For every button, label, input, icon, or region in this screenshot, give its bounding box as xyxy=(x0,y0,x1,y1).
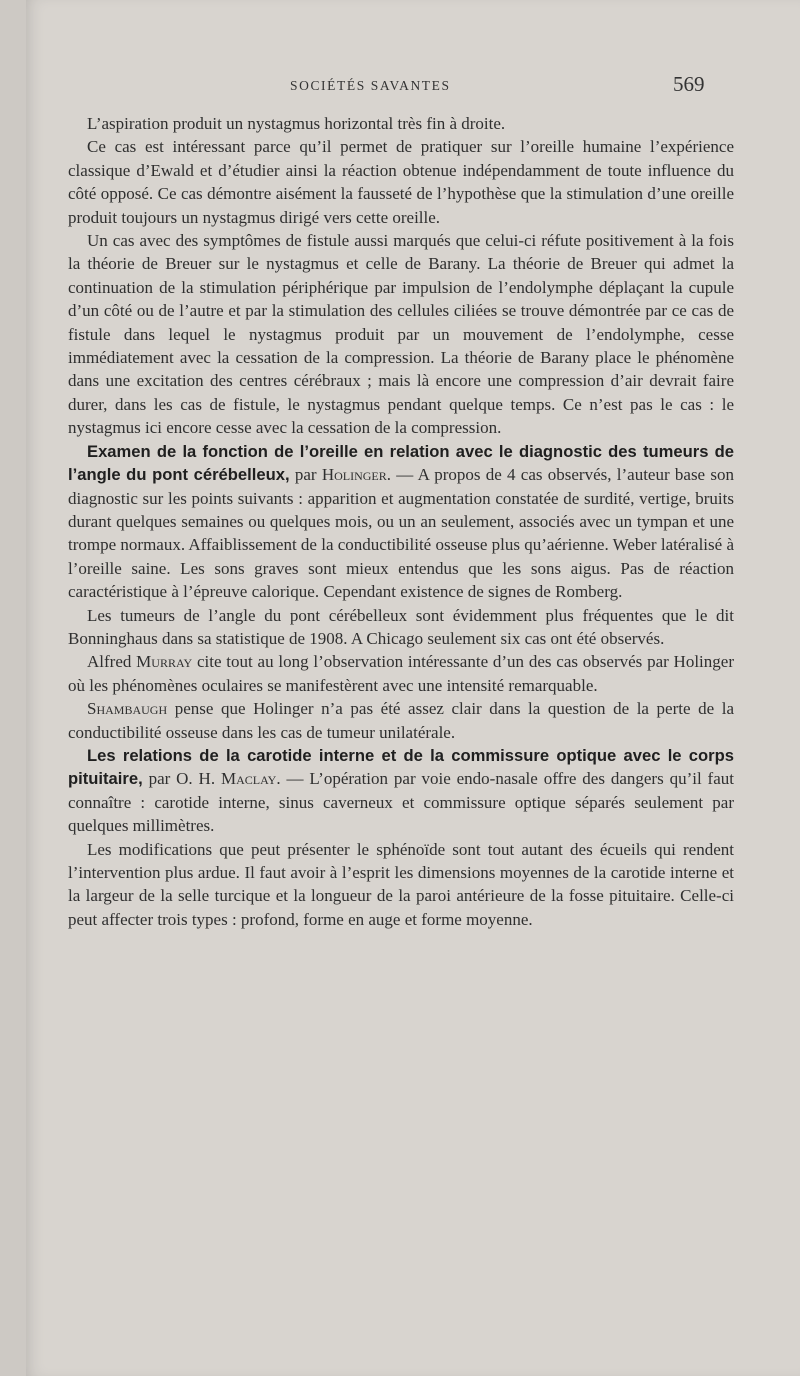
paragraph-sphenoide xyxy=(68,838,734,932)
paragraph-bonninghaus xyxy=(68,604,734,651)
page-body xyxy=(68,112,734,931)
paragraph-text: L’aspiration produit un nystagmus horizontal très fin à droite. xyxy=(87,114,506,133)
book-page xyxy=(26,0,800,1376)
author-name: Murray xyxy=(136,652,193,672)
paragraph-text: cite tout au long l’observation intéressante d’un des cas observés par Holinger où les phénomènes oculaires se manifestèrent avec une intensité remarquable. xyxy=(68,652,734,695)
paragraph-text: Les tumeurs de l’angle du pont cérébelleux sont évidemment plus fréquentes que le dit Bonninghaus dans sa statistique de 1908. A Chicago seulement six cas ont été observés. xyxy=(68,605,734,648)
section-heading: Les relations de la carotide interne et de la commissure optique avec le corps pituitaire, xyxy=(68,745,734,789)
author-prefix: par xyxy=(289,465,322,485)
paragraph-text: . — L’opération par voie endo-nasale offre des dangers qu’il faut connaître : carotide interne, sinus caverneux et commissure optique séparés seulement par quelques millimètres. xyxy=(68,769,734,836)
author-name: Shambaugh xyxy=(87,699,168,719)
paragraph-aspiration xyxy=(68,112,734,135)
paragraph-ewald xyxy=(68,135,734,229)
author-name: Holinger xyxy=(321,465,387,485)
paragraph-text: Un cas avec des symptômes de fistule aussi marqués que celui-ci réfute positivement à la fois la théorie de Breuer sur le nystagmus et celle de Barany. La théorie de Breuer qui admet la continuation de la stimulation périphérique par impulsion de l’endolymphe déplaçant la cupule d’un côté ou de l’autre et par la stimulation des cellules ciliées se trouve démontrée par ce cas de fistule dans lequel le nystagmus produit par un mouvement de l’endolymphe, cesse immédiatement avec la cessation de la compression. La théorie de Barany place le phénomène dans une excitation des centres cérébraux ; mais là encore une compression d’air devrait faire durer, dans les cas de fistule, le nystagmus pendant quelque temps. Ce n’est pas le cas : le nystagmus ici encore cesse avec la cessation de la compression. xyxy=(68,231,734,438)
author-name: Maclay xyxy=(220,769,277,789)
paragraph-fistule xyxy=(68,229,734,440)
section-maclay xyxy=(68,744,734,838)
paragraph-text: pense que Holinger n’a pas été assez clair dans la question de la perte de la conductibilité osseuse dans les cas de tumeur unilatérale. xyxy=(68,699,734,742)
lead-text: Alfred xyxy=(87,652,137,672)
paragraph-text: . — A propos de 4 cas observés, l’auteur base son diagnostic sur les points suivants : apparition et augmentation constatée de surdité, vertige, bruits durant quelques semaines ou quelques mois, ou un an seulement, associés avec un tympan et une trompe normaux. Affaiblissement de la conductibilité osseuse plus qu’aérienne. Weber latéralisé à l’oreille saine. Les sons graves sont mieux entendus que les sons aigus. Pas de réaction caractéristique à l’épreuve calorique. Cependant existence de signes de Romberg. xyxy=(68,465,734,602)
paragraph-shambaugh xyxy=(68,697,734,744)
author-prefix: par O. H. xyxy=(142,769,221,789)
section-holinger xyxy=(68,440,734,604)
running-title: SOCIÉTÉS SAVANTES xyxy=(290,78,451,93)
paragraph-text: Les modifications que peut présenter le sphénoïde sont tout autant des écueils qui rendent l’intervention plus ardue. Il faut avoir à l’esprit les dimensions moyennes de la carotide interne et la largeur de la selle turcique et la longueur de la paroi antérieure de la fosse pituitaire. Celle-ci peut affecter trois types : profond, forme en auge et forme moyenne. xyxy=(68,839,734,929)
section-heading: Examen de la fonction de l’oreille en relation avec le diagnostic des tumeurs de l’angle du pont cérébelleux, xyxy=(68,441,734,485)
paragraph-text: Ce cas est intéressant parce qu’il permet de pratiquer sur l’oreille humaine l’expérience classique d’Ewald et d’étudier ainsi la réaction obtenue indépendamment de toute influence du côté opposé. Ce cas démontre aisément la fausseté de l’hypothèse que la stimulation d’une oreille produit toujours un nystagmus dirigé vers cette oreille. xyxy=(68,137,734,227)
page-number: 569 xyxy=(673,72,705,96)
paragraph-murray xyxy=(68,650,734,697)
running-header xyxy=(26,72,800,102)
